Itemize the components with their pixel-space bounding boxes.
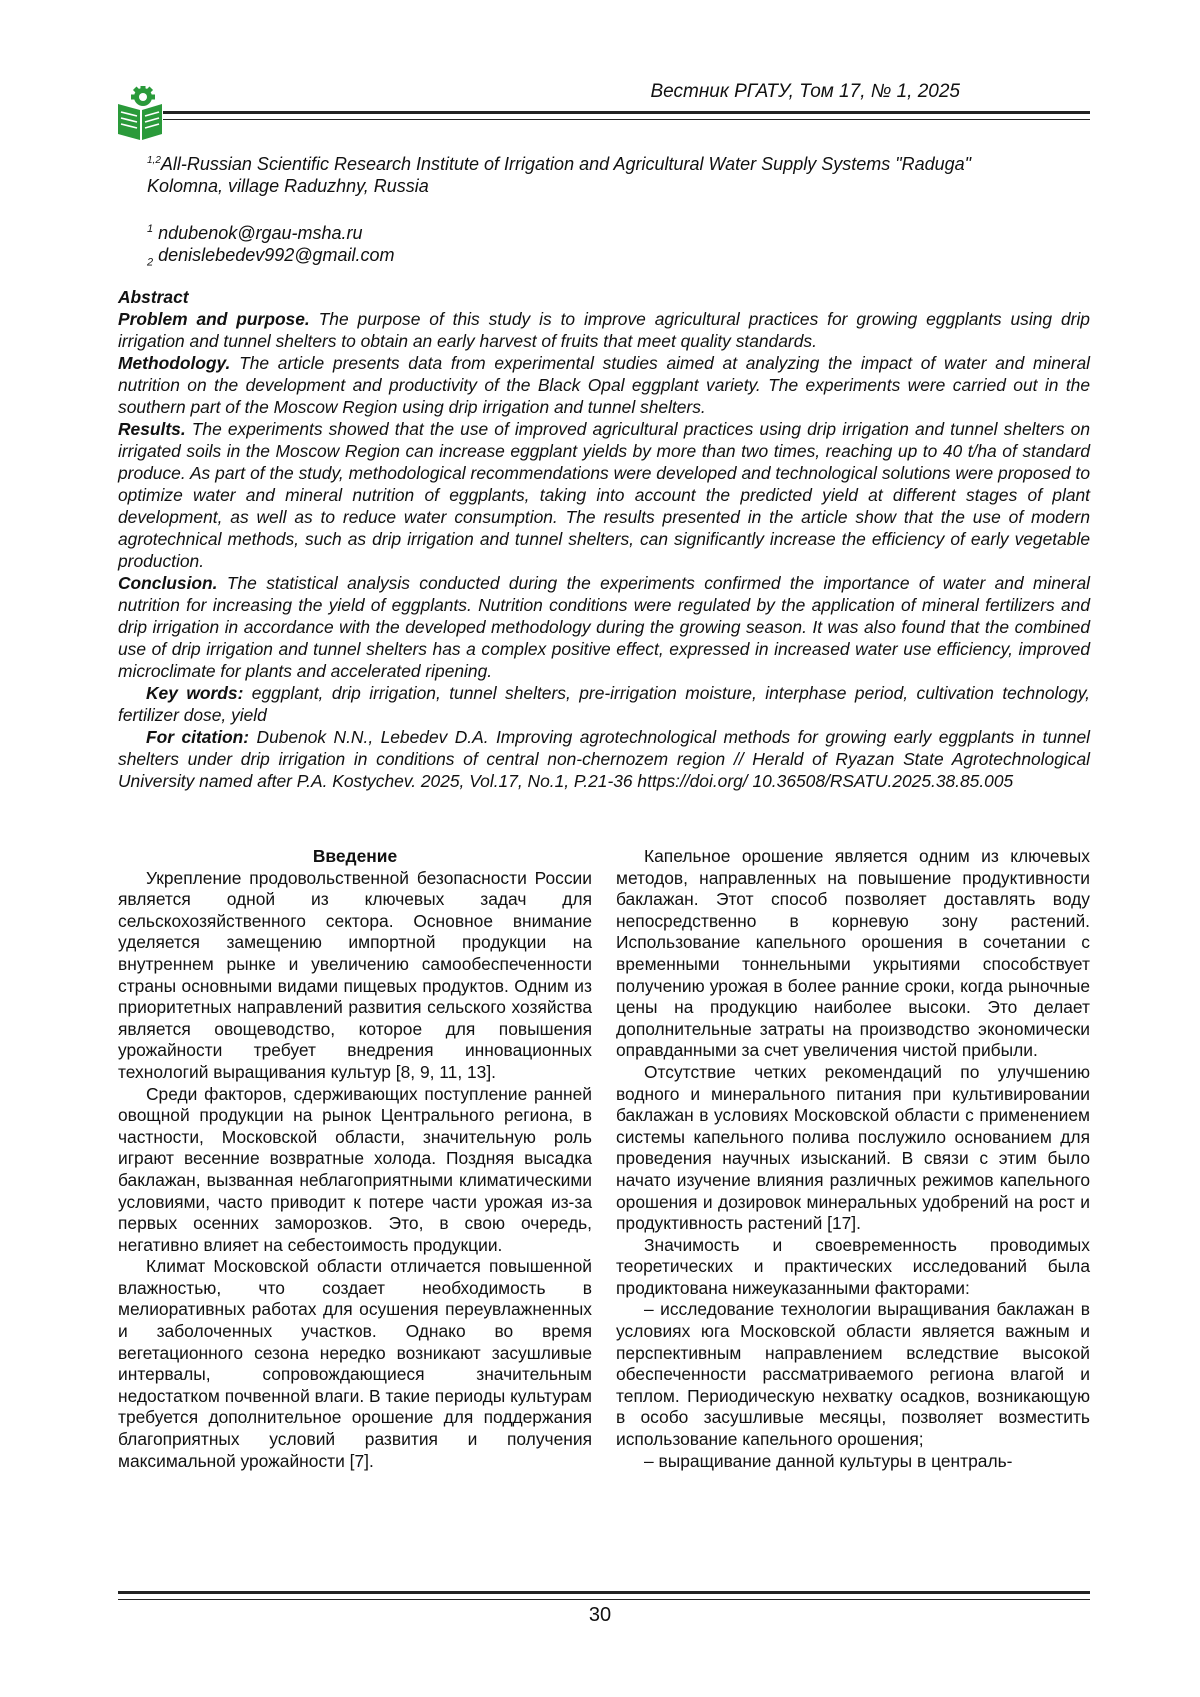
paragraph: – исследование технологии выращивания баклажан в условиях юга Московской области является важным и перспективным направлением вследствие высокой обеспеченности рассматриваемого региона влагой и теплом. Периодическую нехватку осадков, возникающую в особо засушливые месяцы, позволяет возместить использование капельного орошения;	[616, 1299, 1090, 1450]
paragraph: Климат Московской области отличается повышенной влажностью, что создает необходимость в мелиоративных работах для осушения переувлажненных и заболоченных участков. Однако во время вегетационного сезона нередко возникают засушливые интервалы, сопровождающиеся значительным недостатком почвенной влаги. В такие периоды культурам требуется дополнительное орошение для поддержания благоприятных условий развития и получения максимальной урожайности [7].	[118, 1256, 592, 1471]
methodology-text: The article presents data from experimental studies aimed at analyzing the impact of water and mineral nutrition on the development and productivity of the Black Opal eggplant variety. The experiments were carried out in the southern part of the Moscow Region using drip irrigation and tunnel shelters.	[118, 353, 1090, 417]
paragraph: Укрепление продовольственной безопасности России является одной из ключевых задач для сельскохозяйственного сектора. Основное внимание уделяется замещению импортной продукции на внутреннем рынке и увеличению самообеспеченности страны основными видами пищевых продуктов. Одним из приоритетных направлений развития сельского хозяйства является овощеводство, которое для повышения урожайности требует внедрения инновационных технологий выращивания культур [8, 9, 11, 13].	[118, 867, 592, 1082]
keywords-text: eggplant, drip irrigation, tunnel shelters, pre-irrigation moisture, interphase period, cultivation technology, fertilizer dose, yield	[118, 683, 1090, 725]
paragraph: Среди факторов, сдерживающих поступление ранней овощной продукции на рынок Центрального региона, в частности, Московской области, значительную роль играют весенние возвратные холода. Поздняя высадка баклажан, вызванная неблагоприятными климатическими условиями, часто приводит к потере части урожая из-за первых осенних заморозков. Это, в свою очередь, негативно влияет на себестоимость продукции.	[118, 1083, 592, 1255]
book-gear-logo-icon	[116, 86, 164, 140]
body-column-left	[118, 846, 592, 1472]
email-marker: 1	[147, 223, 154, 235]
methodology-label: Methodology.	[118, 353, 231, 373]
problem-text: The purpose of this study is to improve agricultural practices for growing eggplants using drip irrigation and tunnel shelters to obtain an early harvest of fruits that meet quality standards.	[118, 309, 1090, 351]
abstract-citation	[118, 726, 1090, 792]
paragraph: Капельное орошение является одним из ключевых методов, направленных на повышение продуктивности баклажан. Этот способ позволяет доставлять воду непосредственно в корневую зону растений. Использование капельного орошения в сочетании с временными тоннельными укрытиями способствует получению урожая в более ранние сроки, когда рыночные цены на продукцию наиболее высоки. Это делает дополнительные затраты на производство экономически оправданными за счет увеличения чистой прибыли.	[616, 846, 1090, 1061]
email-address[interactable]: denislebedev992@gmail.com	[158, 245, 395, 265]
affiliation-line1: All-Russian Scientific Research Institute of Irrigation and Agricultural Water Supply Systems "Raduga"	[160, 154, 972, 174]
abstract-block	[118, 286, 1090, 792]
abstract-methodology	[118, 352, 1090, 418]
email-address[interactable]: ndubenok@rgau-msha.ru	[158, 223, 363, 243]
email-item	[147, 218, 395, 244]
conclusion-label: Conclusion.	[118, 573, 218, 593]
page-number: 30	[588, 1604, 612, 1626]
email-list	[147, 218, 395, 274]
citation-label: For citation:	[146, 727, 250, 747]
keywords-label: Key words:	[146, 683, 244, 703]
paragraph: Значимость и своевременность проводимых теоретических и практических исследований была продиктована нижеуказанными факторами:	[616, 1234, 1090, 1298]
section-title: Введение	[312, 846, 398, 866]
email-item	[147, 244, 395, 274]
journal-header: Вестник РГАТУ, Том 17, № 1, 2025	[650, 81, 960, 102]
problem-label: Problem and purpose.	[118, 309, 310, 329]
conclusion-text: The statistical analysis conducted during the experiments confirmed the importance of water and mineral nutrition for increasing the yield of eggplants. Nutrition conditions were regulated by the application of mineral fertilizers and drip irrigation in accordance with the developed methodology during the growing season. It was also found that the combined use of drip irrigation and tunnel shelters has a complex positive effect, expressed in increased water use efficiency, improved microclimate for plants and accelerated ripening.	[118, 573, 1090, 681]
paragraph: Отсутствие четких рекомендаций по улучшению водного и минерального питания при культивировании баклажан в условиях Московской области с применением системы капельного полива послужило основанием для проведения научных изысканий. В связи с этим было начато изучение влияния различных режимов капельного орошения и дозировок минеральных удобрений на рост и продуктивность растений [17].	[616, 1061, 1090, 1234]
citation-text[interactable]: Dubenok N.N., Lebedev D.A. Improving agrotechnological methods for growing early eggplants in tunnel shelters under drip irrigation in conditions of central non-chernozem region // Herald of Ryazan State Agrotechnological University named after P.A. Kostychev. 2025, Vol.17, No.1, P.21-36 https://doi.org/ 10.36508/RSATU.2025.38.85.005	[118, 727, 1090, 791]
header-rule	[163, 111, 1090, 120]
affiliation-line2: Kolomna, village Raduzhny, Russia	[147, 176, 429, 196]
abstract-keywords	[118, 682, 1090, 726]
abstract-problem	[118, 308, 1090, 352]
abstract-heading: Abstract	[118, 287, 189, 307]
results-text: The experiments showed that the use of improved agricultural practices using drip irrigation and tunnel shelters on irrigated soils in the Moscow Region can increase eggplant yields by more than two times, reaching up to 40 t/ha of standard produce. As part of the study, methodological recommendations were developed and technological solutions were proposed to optimize water and mineral nutrition of eggplants, taking into account the predicted yield at different stages of plant development, as well as to reduce water consumption. The results presented in the article show that the use of modern agrotechnical methods, such as drip irrigation and tunnel shelters, can significantly increase the efficiency of early vegetable production.	[118, 419, 1090, 571]
results-label: Results.	[118, 419, 186, 439]
affiliation-marker: 1,2	[147, 155, 161, 166]
body-column-right	[616, 846, 1090, 1472]
abstract-results	[118, 418, 1090, 572]
footer-rule	[118, 1591, 1090, 1600]
abstract-conclusion	[118, 572, 1090, 682]
affiliation	[147, 150, 1087, 197]
paragraph: – выращивание данной культуры в централь-	[644, 1450, 1013, 1471]
email-marker: 2	[147, 256, 154, 269]
